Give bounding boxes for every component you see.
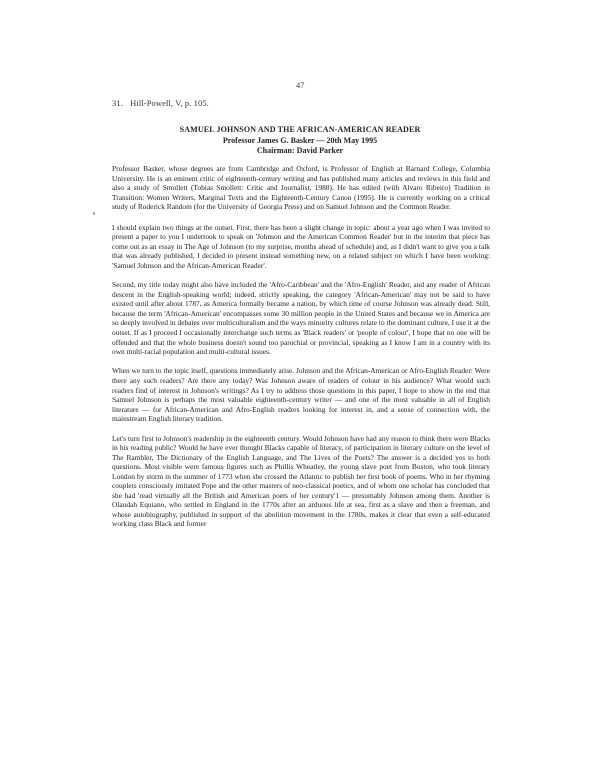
body-paragraph: Let's turn first to Johnson's readership in the eighteenth century. Would Johnson have had any reason to think there were Blacks in his reading public? Would he have ever thought Blacks capable of literacy, of participation in literary culture on the level of The Rambler, The Dictionary of the English Language, and The Lives of the Poets? The answer is a decided yes to both questions. Most visible were famous figures such as Phillis Wheatley, the young slave poet from Boston, who took literary London by storm in the summer of 1773 when she crossed the Atlantic to publish her first book of poems. Who in her rhyming couplets consciously imitated Pope and the other masters of neo-classical poetics, and of whom one scholar has concluded that she had 'read virtually all the British and American poets of her century'1 — presumably Johnson among them. Another is Olaudah Equiano, who settled in England in the 1770s after an arduous life at sea, first as a slave and then a freeman, and whose autobiography, published in support of the abolition movement in the 1780s, makes it clear that even a self-educated working class Black and former	[112, 433, 490, 529]
footnote	[112, 98, 209, 108]
lecture-chair: Chairman: David Parker	[256, 146, 344, 155]
margin-mark	[93, 212, 95, 215]
body-paragraph: I should explain two things at the outset. First, there has been a slight change in topic: about a year ago when I was invited to present a paper to you I undertook to speak on 'Johnson and the American Common Reader' but in the interim that piece has come out as an essay in The Age of Johnson (to my surprise, months ahead of schedule) and, as I didn't want to give you a talk that was already published, I decided to present instead something new, on a related subject on which I have been working: 'Samuel Johnson and the African-American Reader'.	[112, 222, 490, 270]
footnote-text: Hill-Powell, V, p. 105.	[130, 98, 209, 108]
page-number: 47	[296, 80, 305, 90]
lecture-heading	[112, 125, 488, 157]
body-text	[112, 164, 490, 539]
body-paragraph: When we turn to the topic itself, questions immediately arise. Johnson and the African-American or Afro-English Reader: Were there any such readers? Are there any today? Was Johnson aware of readers of colour in his audience? What would such readers find of interest in Johnson's writings? As I try to address those questions in this paper, I hope to show in the end that Samuel Johnson is perhaps the most valuable eighteenth-century writer — and one of the most valuable in all of English literature — for African-American and Afro-English readers looking for interest in, and a sense of connection with, the mainstream English literary tradition.	[112, 366, 490, 424]
lecture-title: SAMUEL JOHNSON AND THE AFRICAN-AMERICAN READER	[179, 125, 421, 134]
footnote-number: 31.	[112, 98, 123, 108]
body-paragraph: Second, my title today might also have included the 'Afro-Caribbean' and the 'Afro-English' Reader, and any reader of African descent in the English-speaking world; indeed, strictly speaking, the category 'African-American' may not be said to have existed until after about 1787, as America formally became a nation, by which time of course Johnson was already dead. Still, because the term 'African-American' encompasses some 30 million people in the United States and because we in America are so deeply involved in debates over multiculturalism and the ways minority cultures relate to the dominant culture, I use it at the outset. If as I proceed I occasionally interchange such terms as 'Black readers' or 'people of colour', I hope that no one will be offended and that the whole business doesn't sound too parochial or provincial, speaking as I know I am in a country with its own multi-racial population and multi-cultural issues.	[112, 280, 490, 357]
lecture-byline: Professor James G. Basker — 20th May 1995	[222, 135, 378, 145]
speaker-introduction: Professor Basker, whose degrees are from Cambridge and Oxford, is Professor of English at Barnard College, Columbia University. He is an eminent critic of eighteenth-century writing and has published many articles and reviews in this field and also a study of Smollett (Tobias Smollett: Critic and Journalist, 1988). He has edited (with Alvaro Ribeiro) Tradition in Transition: Women Writers, Marginal Texts and the Eighteenth-Century Canon (1995). He is currently working on a critical study of Roderick Random (for the University of Georgia Press) and on Samuel Johnson and the Common Reader.	[112, 164, 490, 212]
